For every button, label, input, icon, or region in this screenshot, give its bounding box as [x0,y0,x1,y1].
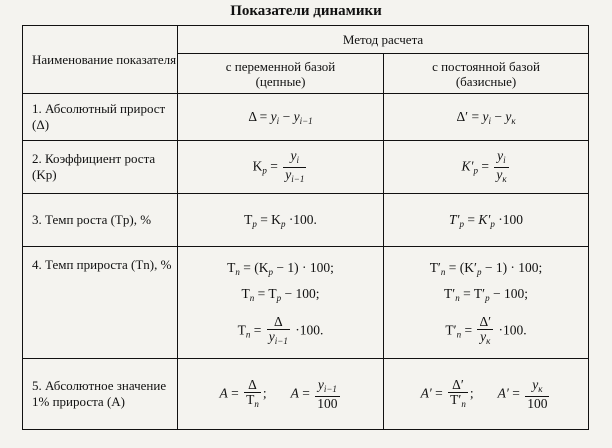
formula-r3-chain: $T_p = K_p \cdot 100$. [178,194,384,247]
header-name-cell [23,26,178,94]
formula-r2-base: $K'_p$ = $\frac{y_i}{y_к}$ [384,141,589,194]
row-label-growth-rate: 3. Темп роста (Tp), % [23,194,178,247]
row-label-increase-rate: 4. Темп прироста (Tn), % [23,247,178,359]
header-base [384,54,589,94]
header-method: Метод расчета [178,26,589,54]
formula-r2-chain: $K_p$ = $\frac{y_i}{y_{i-1}}$ [178,141,384,194]
formula-r5-chain: A = $\frac{\Delta}{T_n}$ ; A = $\frac{y_{i-1}}{100}$ [178,359,384,430]
formula-r3-base: $T'_p = K'_p \cdot 100$ [384,194,589,247]
header-name-label: Наименование показателя [32,51,177,67]
header-base-line1: с постоянной базой [432,58,540,74]
row-label-growth-coefficient: 2. Коэффициент роста (Kp) [23,141,178,194]
formula-r4-base: $T'_n = (K'_p - 1) \cdot 100$; $T'_n = T'_p - 100$; $T'_n$ = $\frac{\Delta'}{y_к}$ ·100. [384,247,589,359]
header-chain [178,54,384,94]
row-label-one-percent-value: 5. Абсолютное значение 1% прироста (A) [23,359,178,430]
formula-r1-chain: $\Delta = y_i - y_{i-1}$ [178,94,384,141]
formula-r5-base: A′ = $\frac{\Delta'}{T'_n}$ ; A′ = $\frac{y_к}{100}$ [384,359,589,430]
dynamics-table [22,25,589,430]
header-chain-line2: (цепные) [255,73,306,89]
page-title: Показатели динамики [230,3,382,19]
row-label-absolute-increase: 1. Абсолютный прирост (Δ) [23,94,178,141]
formula-r4-chain: $T_n = (K_p - 1) \cdot 100$; $T_n = T_p - 100$; $T_n$ = $\frac{\Delta}{y_{i-1}}$ ·100. [178,247,384,359]
header-chain-line1: с переменной базой [225,58,336,74]
header-base-line2: (базисные) [455,73,517,89]
formula-r1-base: $\Delta' = y_i - y_к$ [384,94,589,141]
